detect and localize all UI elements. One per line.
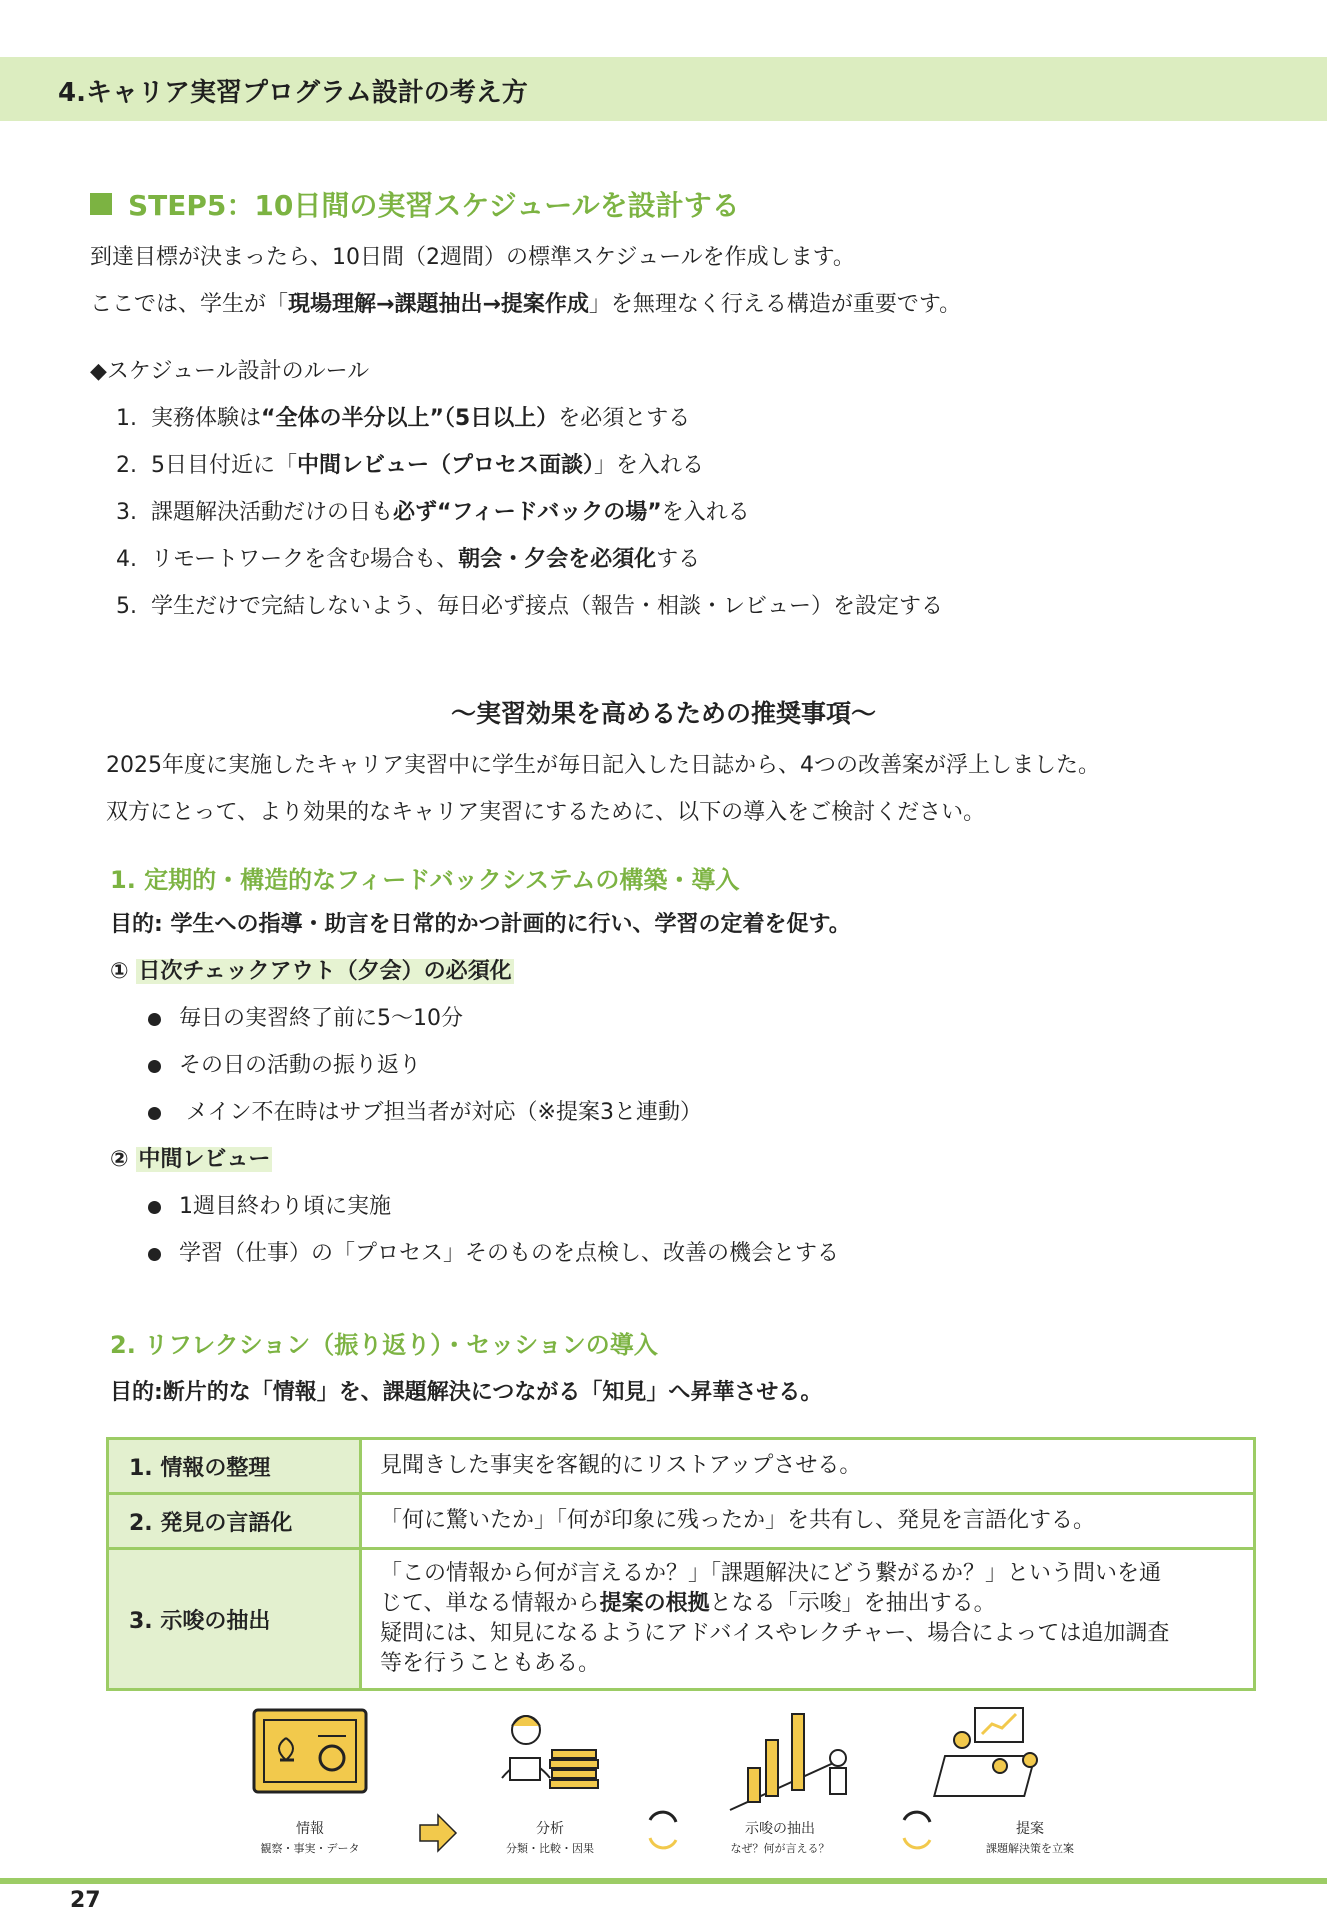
recommend-text-2: 双方にとって、より効果的なキャリア実習にするために、以下の導入をご検討ください。: [106, 800, 986, 825]
table-cell: 「この情報から何が言えるか？」「課題解決にどう繋がるか？」という問いを通 じて、単なる情報から提案の根拠となる「示唆」を抽出する。 疑問には、知見になるようにアドバイスやレクチャー、場合によっては追加調査 等を行うこともある。: [361, 1549, 1255, 1690]
cycle-icon: [650, 1812, 676, 1848]
section2-title: 2. リフレクション（振り返り）・セッションの導入: [110, 1331, 658, 1359]
section1-title: 1. 定期的・構造的なフィードバックシステムの構築・導入: [110, 866, 740, 894]
arrow-right-icon: [420, 1815, 456, 1851]
table-row: [108, 1549, 1255, 1690]
flow-label: 分析 分類・比較・因果: [506, 1821, 594, 1855]
flow-label: 提案 課題解決策を立案: [986, 1821, 1074, 1855]
list-item: メイン不在時はサブ担当者が対応（※提案3と連動）: [148, 1095, 702, 1126]
bullet-dot-icon: [148, 1013, 161, 1026]
page-number: 27: [70, 1888, 101, 1913]
page-section-title: 4.キャリア実習プログラム設計の考え方: [58, 78, 528, 108]
list-item: 1週目終わり頃に実施: [148, 1189, 391, 1220]
flow-label: 示唆の抽出 なぜ？何が言える？: [730, 1821, 830, 1855]
bullet-dot-icon: [148, 1060, 161, 1073]
section2-goal: 目的:断片的な「情報」を、課題解決につながる「知見」へ昇華させる。: [110, 1380, 823, 1405]
step-title: [90, 184, 740, 224]
reflection-table: [106, 1437, 1256, 1691]
step-intro-2: ここでは、学生が「現場理解→課題抽出→提案作成」を無理なく行える構造が重要です。: [90, 292, 962, 317]
list-item: 毎日の実習終了前に5～10分: [148, 1001, 463, 1032]
section1-goal: 目的: 学生への指導・助言を日常的かつ計画的に行い、学習の定着を促す。: [110, 912, 851, 937]
rules-title: ◆スケジュール設計のルール: [90, 359, 370, 384]
rule-item: 1. 実務体験は“全体の半分以上”（5日以上）を必須とする: [116, 406, 691, 431]
list-item: その日の活動の振り返り: [148, 1048, 421, 1079]
table-row: [108, 1494, 1255, 1549]
table-row: [108, 1439, 1255, 1494]
table-cell: 見聞きした事実を客観的にリストアップさせる。: [361, 1439, 1255, 1494]
bar-chart-person-icon: [730, 1714, 846, 1810]
rule-item: 5. 学生だけで完結しないよう、毎日必ず接点（報告・相談・レビュー）を設定する: [116, 594, 944, 619]
rule-item: 4. リモートワークを含む場合も、朝会・夕会を必須化する: [116, 547, 701, 572]
flow-label: 情報 観察・事実・データ: [260, 1821, 360, 1855]
table-cell: 「何に驚いたか」「何が印象に残ったか」を共有し、発見を言語化する。: [361, 1494, 1255, 1549]
table-label: 2. 発見の言語化: [108, 1494, 361, 1549]
bullet-dot-icon: [148, 1248, 161, 1261]
list-item: 学習（仕事）の「プロセス」そのものを点検し、改善の機会とする: [148, 1236, 839, 1267]
meeting-icon: [934, 1708, 1037, 1796]
rule-item: 2. 5日目付近に「中間レビュー（プロセス面談）」を入れる: [116, 453, 705, 478]
bullet-dot-icon: [148, 1201, 161, 1214]
rule-item: 3. 課題解決活動だけの日も必ず“フィードバックの場”を入れる: [116, 500, 750, 525]
section1-sub2: ② 中間レビュー: [110, 1147, 271, 1172]
bullet-dot-icon: [148, 1107, 161, 1120]
square-bullet-icon: [90, 193, 112, 215]
table-label: 3. 示唆の抽出: [108, 1549, 361, 1690]
analyst-icon: [502, 1716, 598, 1788]
recommend-title: ～実習効果を高めるための推奨事項～: [450, 699, 876, 728]
step-intro-1: 到達目標が決まったら、10日間（2週間）の標準スケジュールを作成します。: [90, 245, 855, 270]
footer-bar: [0, 1878, 1327, 1884]
section1-sub1: ① 日次チェックアウト（夕会）の必須化: [110, 959, 512, 984]
cycle-icon: [904, 1812, 930, 1848]
info-board-icon: [254, 1710, 366, 1792]
step-title-text: STEP5：10日間の実習スケジュールを設計する: [128, 189, 740, 222]
table-label: 1. 情報の整理: [108, 1439, 361, 1494]
recommend-text-1: 2025年度に実施したキャリア実習中に学生が毎日記入した日誌から、4つの改善案が浮上しました。: [106, 753, 1100, 778]
